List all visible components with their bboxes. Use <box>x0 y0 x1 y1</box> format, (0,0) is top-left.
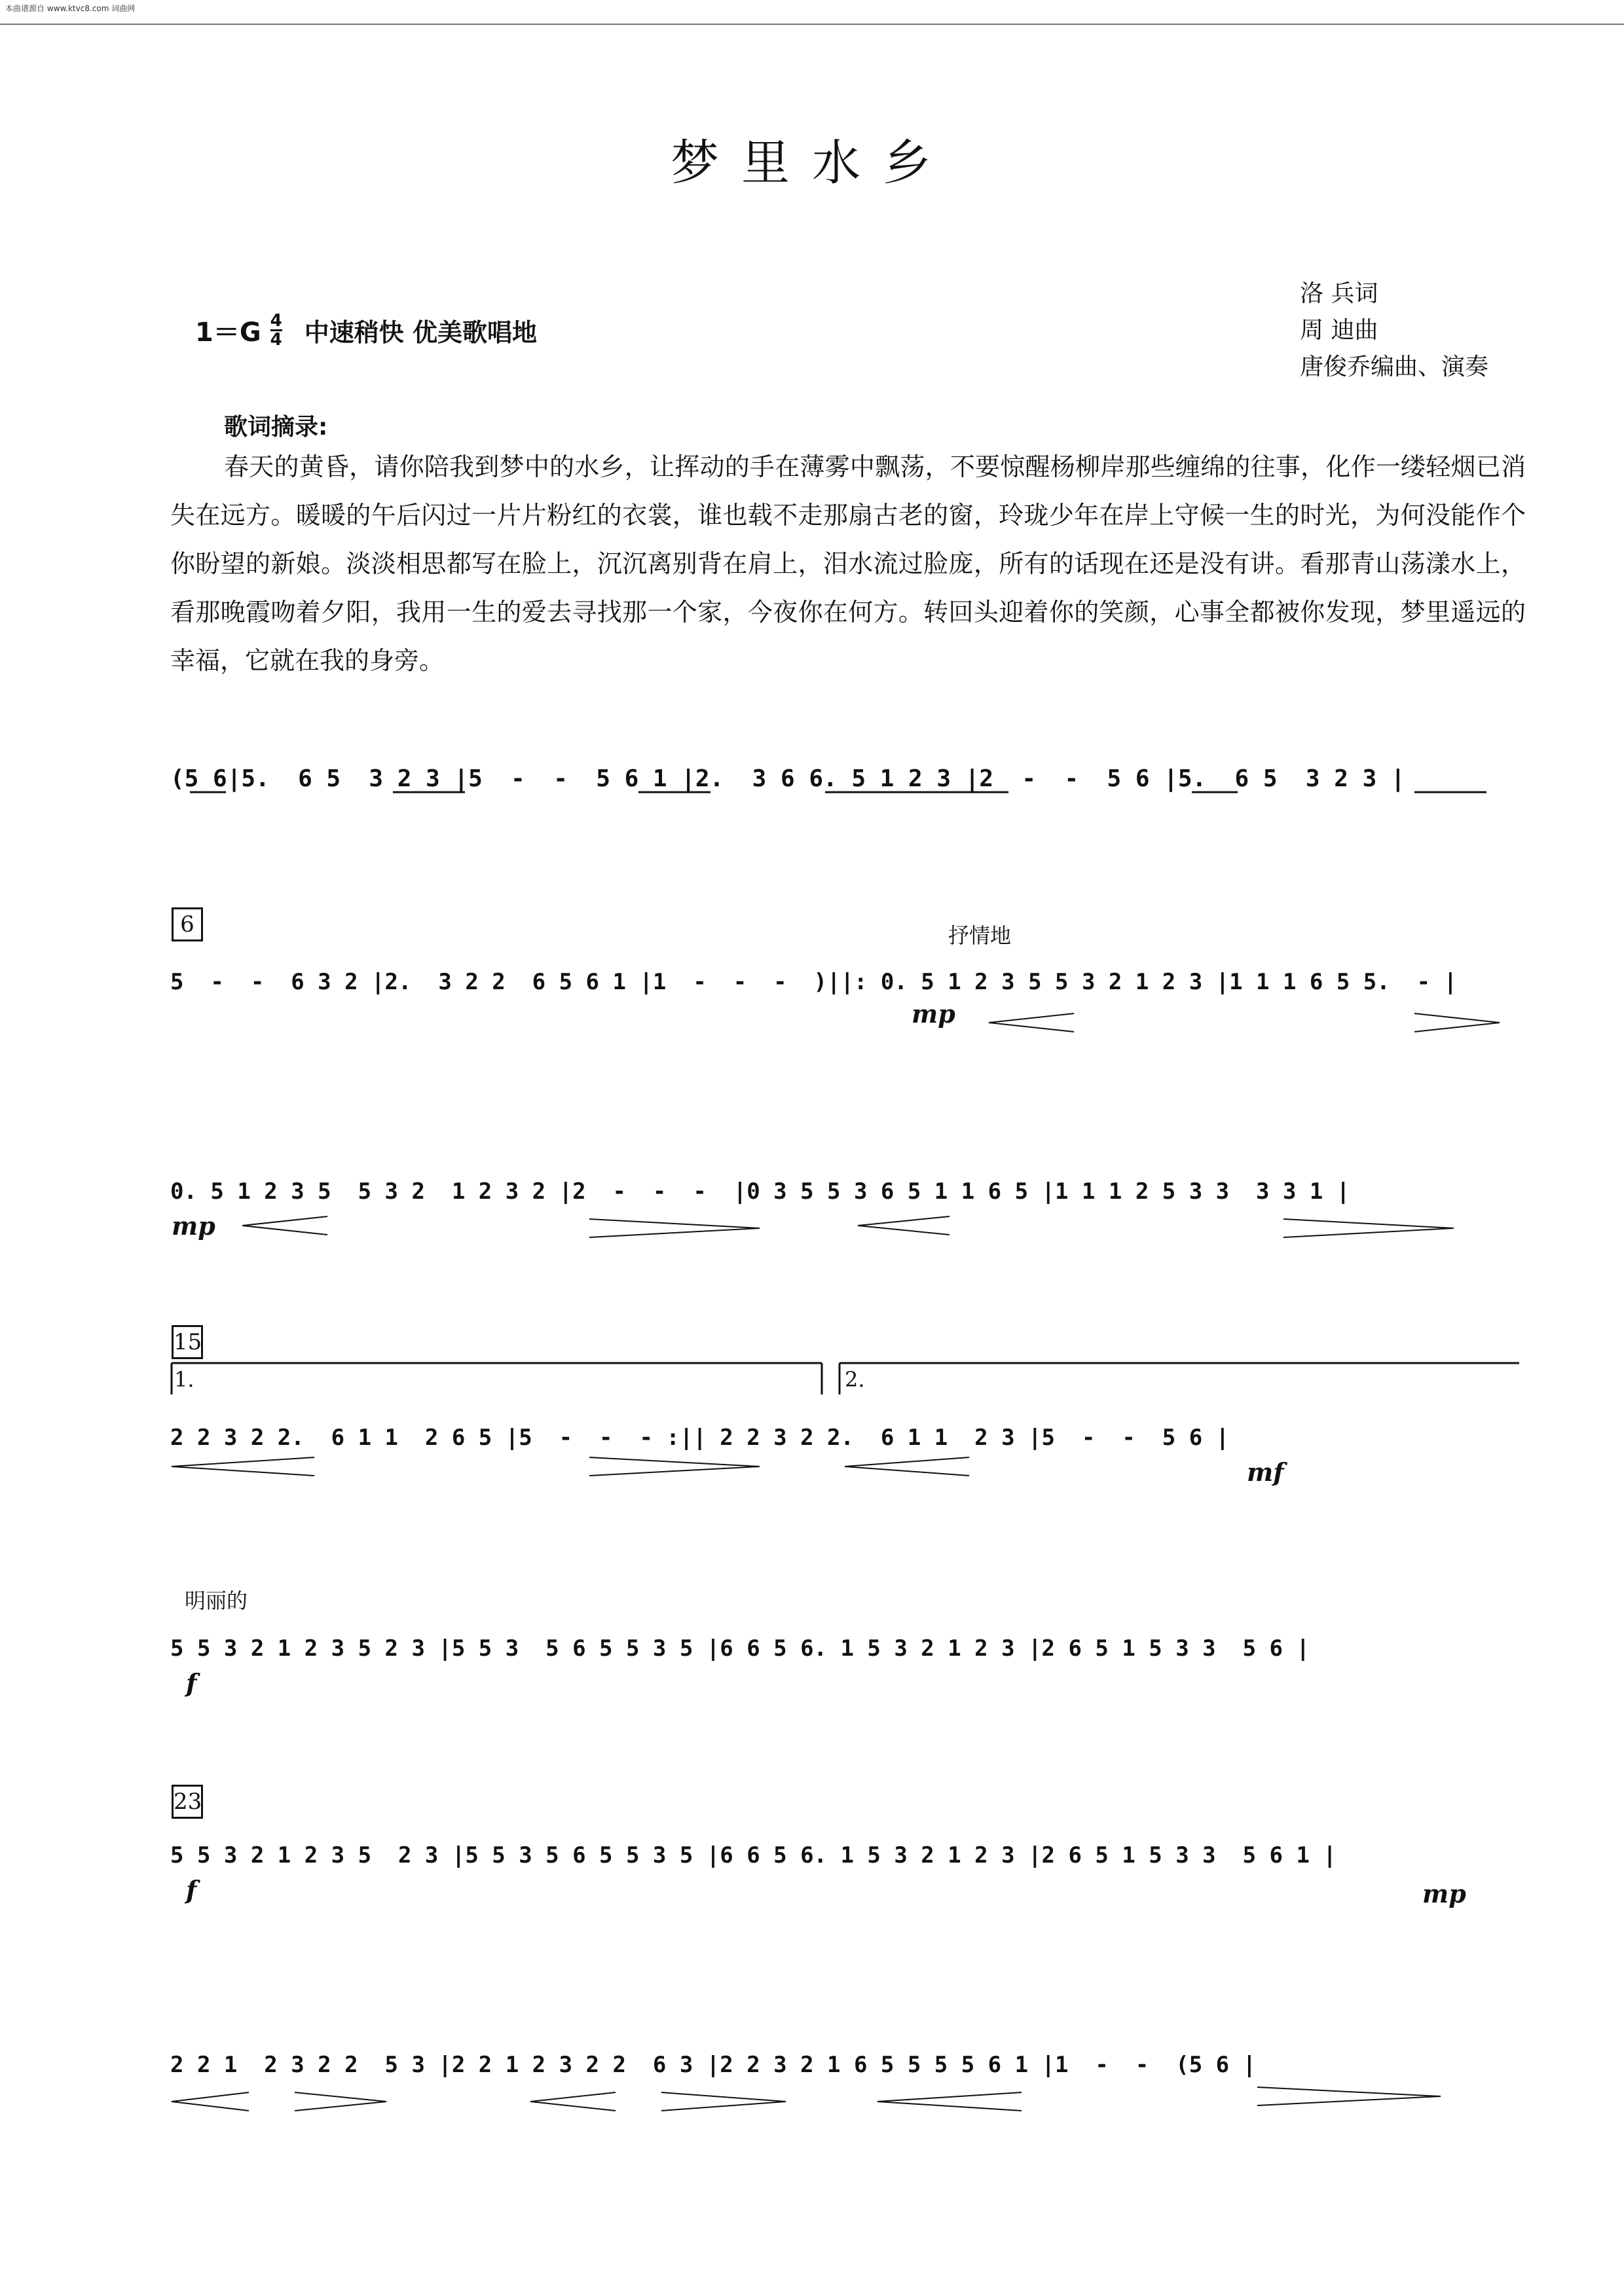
dynamic-f-2: f <box>186 1875 197 1904</box>
score-row-6: 5 5 3 2 1 2 3 5 2 3 |5 5 3 5 6 5 5 3 5 |6 6 5 6. 1 5 3 2 1 2 3 |2 6 5 1 5 3 3 5 6 1 | <box>170 1842 1337 1868</box>
score-row-2: 5 - - 6 3 2 |2. 3 2 2 6 5 6 1 |1 - - - )||: 0. 5 1 2 3 5 5 3 2 1 2 3 |1 1 1 6 5 5. - | <box>170 969 1458 995</box>
score-row-3: 0. 5 1 2 3 5 5 3 2 1 2 3 2 |2 - - - |0 3 5 5 3 6 5 1 1 6 5 |1 1 1 2 5 3 3 3 3 1 | <box>170 1178 1350 1205</box>
dynamic-mp: mp <box>912 999 955 1029</box>
lyricist-credit: 洛 兵词 <box>1300 280 1378 307</box>
dynamic-mp-3: mp <box>1422 1879 1466 1908</box>
score-row-7: 2 2 1 2 3 2 2 5 3 |2 2 1 2 3 2 2 6 3 |2 2 3 2 1 6 5 5 5 5 6 1 |1 - - (5 6 | <box>170 2052 1257 2078</box>
dynamic-mp-2: mp <box>172 1211 215 1241</box>
page-title: 梦里水乡 <box>671 135 953 191</box>
volta-2: 2. <box>845 1367 865 1392</box>
tempo-marking: 中速稍快 优美歌唱地 <box>304 318 537 347</box>
lyrics-text: 春天的黄昏，请你陪我到梦中的水乡，让挥动的手在薄雾中飘荡，不要惊醒杨柳岸那些缠绵的往事，化作一缕轻烟已消失在远方。暖暖的午后闪过一片片粉红的衣裳，谁也载不走那扇古老的窗，玲珑少年在岸上守候一生的时光，为何没能作个你盼望的新娘。淡淡相思都写在脸上，沉沉离别背在肩上，泪水流过脸庞，所有的话现在还是没有讲。看那青山荡漾水上，看那晚霞吻着夕阳，我用一生的爱去寻找那一个家，今夜你在何方。转回头迎着你的笑颜，心事全都被你发现，梦里遥远的幸福，它就在我的身旁。 <box>170 452 1526 675</box>
time-numerator: 4 <box>270 311 282 331</box>
dynamic-mf: mf <box>1247 1457 1284 1487</box>
rehearsal-mark-23: 23 <box>172 1785 203 1819</box>
dynamic-f: f <box>186 1668 197 1698</box>
arranger-credit: 唐俊乔编曲、演奏 <box>1300 354 1489 380</box>
rehearsal-mark-6: 6 <box>172 907 203 941</box>
expression-marking: 抒情地 <box>948 923 1012 948</box>
score-row-5: 5 5 3 2 1 2 3 5 2 3 |5 5 3 5 6 5 5 3 5 |6 6 5 6. 1 5 3 2 1 2 3 |2 6 5 1 5 3 3 5 6 | <box>170 1635 1310 1662</box>
composer-credit: 周 迪曲 <box>1300 317 1378 344</box>
time-denominator: 4 <box>270 330 282 350</box>
rehearsal-mark-15: 15 <box>172 1325 203 1359</box>
lyrics-heading: 歌词摘录: <box>224 414 328 441</box>
score-row-1: (5 6|5. 6 5 3 2 3 |5 - - 5 6 1 |2. 3 6 6. 5 1 2 3 |2 - - 5 6 |5. 6 5 3 2 3 | <box>170 765 1405 792</box>
score-row-4: 2 2 3 2 2. 6 1 1 2 6 5 |5 - - - :|| 2 2 3 2 2. 6 1 1 2 3 |5 - - 5 6 | <box>170 1425 1230 1451</box>
volta-1: 1. <box>174 1367 194 1392</box>
expression-marking-2: 明丽的 <box>185 1588 248 1613</box>
key-label: 1＝G <box>195 318 261 348</box>
watermark-text: 本曲谱源自 www.ktvc8.com 词曲网 <box>5 4 136 13</box>
